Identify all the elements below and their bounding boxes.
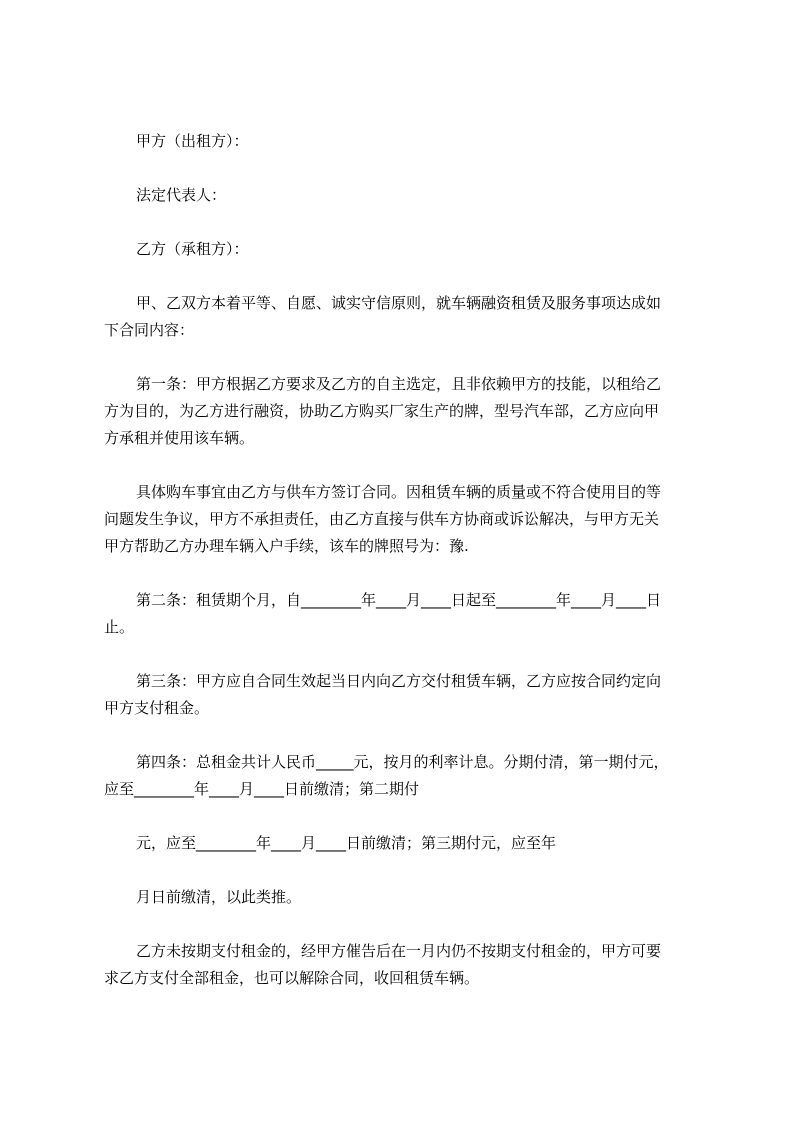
article-four-line-3: 元，应至________年____月____日前缴清；第三期付元，应至年 <box>136 834 557 852</box>
article-two-line-2: 止。 <box>104 618 135 636</box>
party-a-label: 甲方（出租方）： <box>136 132 249 150</box>
purchase-line-3: 甲方帮助乙方办理车辆入户手续，该车的牌照号为：豫. <box>104 537 469 555</box>
article-four-line-1: 第四条：总租金共计人民币_____元，按月的利率计息。分期付清，第一期付元， <box>136 753 669 771</box>
late-payment-line-1: 乙方未按期支付租金的，经甲方催告后在一月内仍不按期支付租金的，甲方可要 <box>136 942 662 960</box>
article-two-line-1: 第二条：租赁期个月，自________年____月____日起至________年____月____日 <box>136 591 662 609</box>
article-three-line-2: 甲方支付租金。 <box>104 699 210 717</box>
legal-representative-label: 法定代表人： <box>136 186 227 204</box>
party-b-label: 乙方（承租方）： <box>136 240 249 258</box>
late-payment-line-2: 求乙方支付全部租金，也可以解除合同，收回租赁车辆。 <box>104 969 480 987</box>
article-four-line-2: 应至________年____月____日前缴清；第二期付 <box>104 780 420 798</box>
article-one-line-3: 方承租并使用该车辆。 <box>104 429 255 447</box>
article-four-line-4: 月日前缴清，以此类推。 <box>136 888 302 906</box>
article-one-line-1: 第一条：甲方根据乙方要求及乙方的自主选定，且非依赖甲方的技能，以租给乙 <box>136 375 662 393</box>
article-three-line-1: 第三条：甲方应自合同生效起当日内向乙方交付租赁车辆，乙方应按合同约定向 <box>136 672 662 690</box>
purchase-line-2: 问题发生争议，甲方不承担责任，由乙方直接与供车方协商或诉讼解决，与甲方无关 <box>104 510 660 528</box>
intro-line-2: 下合同内容： <box>104 321 195 339</box>
article-one-line-2: 方为目的，为乙方进行融资，协助乙方购买厂家生产的牌，型号汽车部，乙方应向甲 <box>104 402 660 420</box>
intro-line-1: 甲、乙双方本着平等、自愿、诚实守信原则，就车辆融资租赁及服务事项达成如 <box>136 294 662 312</box>
purchase-line-1: 具体购车事宜由乙方与供车方签订合同。因租赁车辆的质量或不符合使用目的等 <box>136 483 662 501</box>
